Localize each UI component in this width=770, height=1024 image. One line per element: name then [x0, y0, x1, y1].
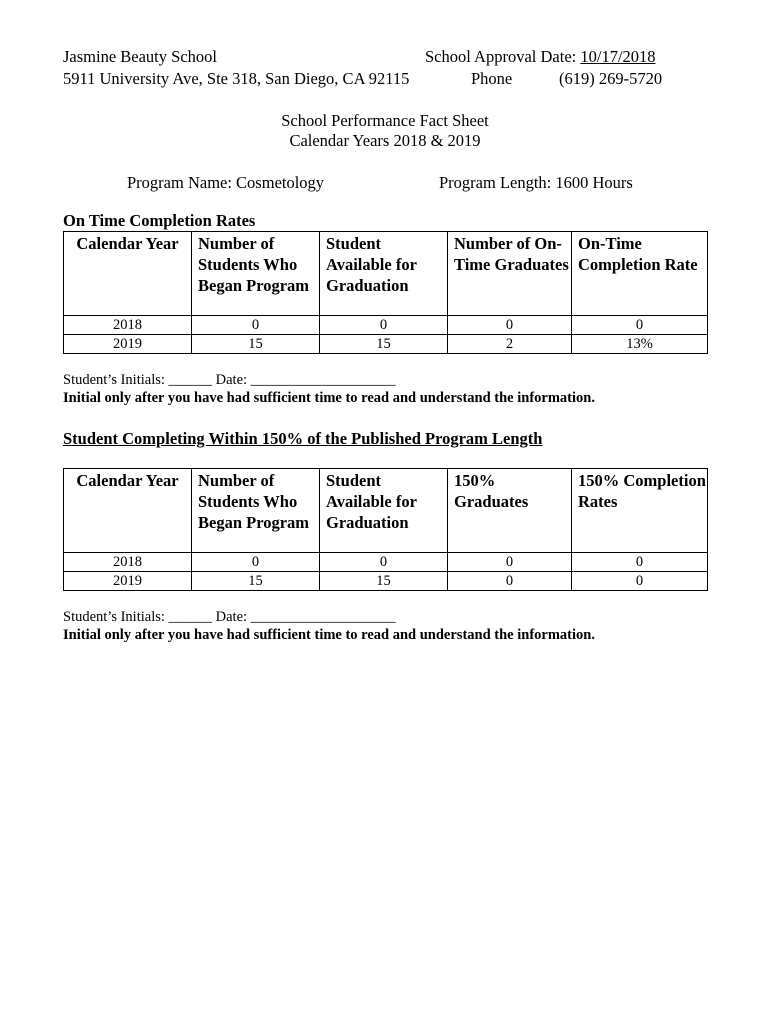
table-cell: 2018 — [64, 316, 192, 335]
initials-date-line: Student’s Initials: ______ Date: ____________________ — [63, 609, 396, 625]
table-cell: 0 — [572, 553, 708, 572]
initial-note: Initial only after you have had sufficient time to read and understand the information. — [63, 390, 595, 406]
doc-subtitle: Calendar Years 2018 & 2019 — [289, 131, 481, 150]
column-header: 150% Graduates — [448, 469, 572, 553]
column-header: Number of Students Who Began Program — [192, 232, 320, 316]
table-cell: 15 — [192, 335, 320, 354]
table-cell: 0 — [192, 316, 320, 335]
program-length: Program Length: 1600 Hours — [439, 173, 633, 192]
doc-title: School Performance Fact Sheet — [281, 111, 489, 130]
table-header-row — [64, 232, 708, 316]
column-header: Number of Students Who Began Program — [192, 469, 320, 553]
table-cell: 0 — [320, 316, 448, 335]
table-row — [64, 316, 708, 335]
initials-date-line: Student’s Initials: ______ Date: ____________________ — [63, 372, 396, 388]
phone-label: Phone — [471, 69, 513, 88]
table-row — [64, 335, 708, 354]
column-header: 150% Completion Rates — [572, 469, 708, 553]
table-cell: 0 — [448, 572, 572, 591]
table-row — [64, 572, 708, 591]
initial-note: Initial only after you have had sufficient time to read and understand the information. — [63, 627, 595, 643]
school-name: Jasmine Beauty School — [63, 47, 217, 66]
table-cell: 15 — [320, 335, 448, 354]
column-header: Student Available for Graduation — [320, 232, 448, 316]
table-cell: 2019 — [64, 572, 192, 591]
approval-date-label: School Approval Date: — [425, 47, 581, 66]
section2-heading: Student Completing Within 150% of the Published Program Length — [63, 429, 543, 448]
table-row — [64, 553, 708, 572]
column-header: Student Available for Graduation — [320, 469, 448, 553]
school-address: 5911 University Ave, Ste 318, San Diego, CA 92115 — [63, 69, 410, 88]
approval-date: 10/17/2018 — [580, 47, 656, 66]
column-header: Calendar Year — [64, 232, 192, 316]
table-cell: 0 — [320, 553, 448, 572]
table-cell: 2018 — [64, 553, 192, 572]
table-cell: 0 — [448, 553, 572, 572]
section1-heading: On Time Completion Rates — [63, 211, 256, 230]
approval-date-line — [425, 47, 656, 67]
program-name: Program Name: Cosmetology — [127, 173, 325, 192]
table-cell: 15 — [192, 572, 320, 591]
completion-150-table — [63, 468, 708, 591]
table-cell: 0 — [572, 316, 708, 335]
table-cell: 0 — [192, 553, 320, 572]
on-time-completion-table — [63, 231, 708, 354]
table-cell: 15 — [320, 572, 448, 591]
table-cell: 0 — [572, 572, 708, 591]
table-cell: 2 — [448, 335, 572, 354]
table-cell: 0 — [448, 316, 572, 335]
table-header-row — [64, 469, 708, 553]
table-cell: 2019 — [64, 335, 192, 354]
column-header: Calendar Year — [64, 469, 192, 553]
column-header: Number of On-Time Graduates — [448, 232, 572, 316]
phone-number: (619) 269-5720 — [559, 69, 663, 88]
column-header: On-Time Completion Rate — [572, 232, 708, 316]
table-cell: 13% — [572, 335, 708, 354]
